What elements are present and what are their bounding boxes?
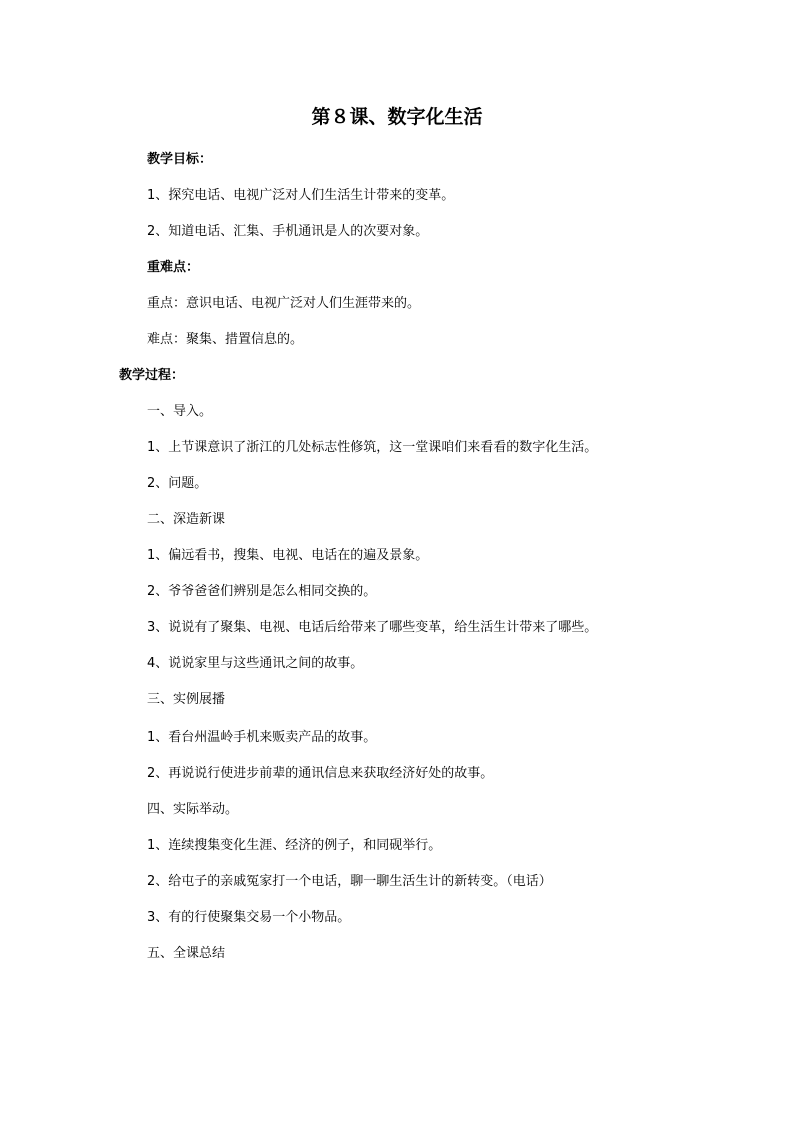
objectives-heading: 教学目标： [147,152,213,167]
objective-item-1: 1、探究电话、电视广泛对人们生活生计带来的变革。 [147,188,455,203]
key-points-heading: 重难点： [147,260,200,275]
key-point-item-2: 难点：聚集、措置信息的。 [147,332,304,347]
process-item: 2、爷爷爸爸们辨别是怎么相同交换的。 [147,584,377,599]
key-point-item-1: 重点：意识电话、电视广泛对人们生涯带来的。 [147,296,421,311]
process-item: 1、看台州温岭手机来贩卖产品的故事。 [147,730,377,745]
process-item: 1、偏远看书，搜集、电视、电话在的遍及景象。 [147,548,429,563]
process-item: 1、连续搜集变化生涯、经济的例子，和同砚举行。 [147,838,442,853]
process-item: 五、全课总结 [147,946,226,961]
process-item: 四、实际举动。 [147,802,239,817]
document-title: 第８课、数字化生活 [311,106,483,128]
process-item: 1、上节课意识了浙江的几处标志性修筑，这一堂课咱们来看看的数字化生活。 [147,440,598,455]
process-item: 2、给屯子的亲戚冤家打一个电话，聊一聊生活生计的新转变。（电话） [147,874,552,889]
process-item: 3、说说有了聚集、电视、电话后给带来了哪些变革，给生活生计带来了哪些。 [147,620,598,635]
process-item: 3、有的行使聚集交易一个小物品。 [147,910,351,925]
process-item: 4、说说家里与这些通讯之间的故事。 [147,656,364,671]
process-item: 三、实例展播 [147,692,226,707]
objective-item-2: 2、知道电话、汇集、手机通讯是人的次要对象。 [147,224,429,239]
process-heading: 教学过程： [119,368,185,383]
process-item: 2、再说说行使进步前辈的通讯信息来获取经济好处的故事。 [147,766,494,781]
process-item: 2、问题。 [147,476,208,491]
process-item: 二、深造新课 [147,512,226,527]
process-item: 一、导入。 [147,404,213,419]
